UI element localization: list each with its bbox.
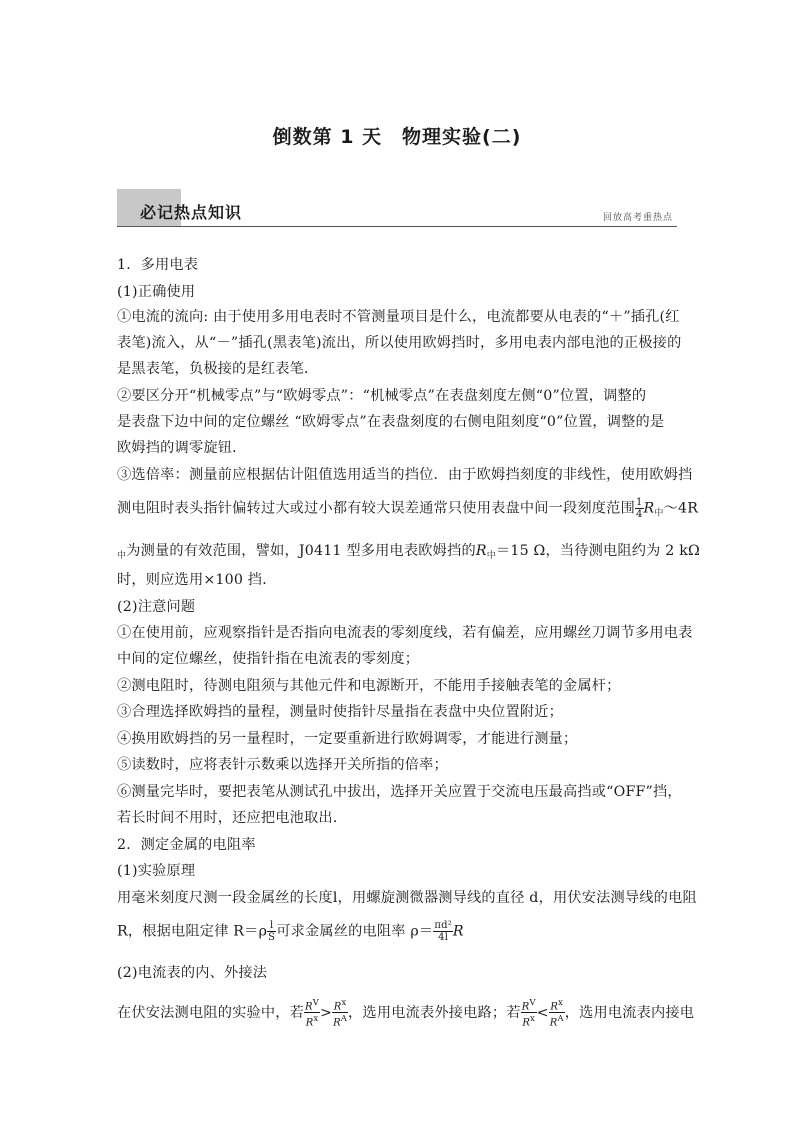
fraction-numerator: l: [267, 920, 276, 932]
text-run: ，选用电流表内接电: [564, 1004, 695, 1021]
symbol-r: R: [333, 1017, 341, 1029]
fraction: [635, 497, 644, 520]
fraction-denominator: 4: [635, 509, 643, 520]
subscript: 中: [486, 551, 496, 561]
fraction-numerator: [549, 997, 565, 1013]
text-line: 欧姆挡的调零旋钮．: [117, 440, 247, 456]
fraction-denominator: 4l: [438, 932, 449, 943]
fraction-denominator: S: [268, 932, 276, 943]
text-line: (2)注意问题: [117, 599, 196, 615]
text-line-resistivity: [117, 920, 464, 943]
text-line: 时，则应选用×100 挡．: [117, 572, 277, 588]
text-line: 是表盘下边中间的定位螺丝 “欧姆零点”在表盘刻度的右侧电阻刻度“0”位置，调整的是: [117, 414, 665, 430]
fraction-denominator: [549, 1013, 565, 1028]
fraction-denominator: [332, 1013, 348, 1028]
text-line: ⑤读数时，应将表针示数乘以选择开关所指的倍率；: [117, 757, 448, 773]
text-line: ②测电阻时，待测电阻须与其他元件和电源断开，不能用手接触表笔的金属杆；: [117, 678, 621, 694]
symbol-r: R: [521, 1001, 530, 1013]
text-line: ①电流的流向: 由于使用多用电表时不管测量项目是什么，电流都要从电表的“＋”插孔(红: [117, 309, 680, 325]
fraction: [521, 997, 537, 1029]
fraction: [304, 997, 320, 1029]
symbol-r: R: [549, 1017, 558, 1029]
fraction: [267, 920, 276, 943]
text-line: (1)实验原理: [117, 863, 196, 879]
fraction: [549, 997, 565, 1029]
subscript: 中: [117, 551, 127, 561]
superscript: A: [557, 1013, 564, 1024]
section-heading: 必记热点知识: [140, 203, 243, 222]
text-line: 2．测定金属的电阻率: [117, 837, 256, 853]
text-line-ohm-range: [117, 497, 698, 520]
fraction: [433, 920, 453, 943]
text-run: 为测量的有效范围，譬如，J0411 型多用电表欧姆挡的: [126, 543, 476, 559]
text-line: ④换用欧姆挡的另一量程时，一定要重新进行欧姆调零，才能进行测量；: [117, 731, 578, 747]
subscript: 中: [654, 508, 664, 519]
text-run: 可求金属丝的电阻率 ρ＝: [276, 923, 434, 940]
text-run: ～4R: [663, 500, 699, 517]
section-header: [117, 189, 677, 227]
fraction-numerator: [304, 997, 320, 1013]
fraction-numerator: [521, 997, 537, 1013]
section-aside: 回放高考重热点: [602, 213, 673, 223]
text-line: (2)电流表的内、外接法: [117, 965, 268, 981]
symbol-r: R: [522, 1017, 531, 1029]
text-line: (1)正确使用: [117, 284, 196, 300]
superscript: x: [313, 1013, 319, 1024]
symbol-r: R: [475, 543, 487, 559]
text-line: ①在使用前，应观察指针是否指向电流表的零刻度线，若有偏差，应用螺丝刀调节多用电表: [117, 625, 693, 641]
symbol-r: R: [333, 1001, 342, 1013]
text-line-connection: [117, 997, 694, 1029]
text-line: 表笔)流入，从“－”插孔(黑表笔)流出，所以使用欧姆挡时，多用电表内部电池的正极接的: [117, 335, 682, 351]
text-run: ，选用电流表外接电路；若: [348, 1004, 521, 1021]
symbol-r: R: [452, 923, 464, 940]
text-line: ③合理选择欧姆挡的量程，测量时使指针尽量指在表盘中央位置附近；: [117, 704, 564, 720]
superscript: A: [340, 1013, 348, 1024]
text-line: ③选倍率：测量前应根据估计阻值选用适当的挡位．由于欧姆挡刻度的非线性，使用欧姆挡: [117, 467, 693, 483]
text-line: 是黑表笔，负极接的是红表笔．: [117, 361, 319, 377]
comparison-sign: >: [320, 1004, 333, 1021]
text-line: 1．多用电表: [117, 257, 199, 273]
superscript: V: [312, 997, 319, 1007]
comparison-sign: <: [536, 1004, 549, 1021]
fraction-denominator: [304, 1013, 320, 1028]
text-line: 若长时间不用时，还应把电池取出．: [117, 810, 348, 826]
text-run: ＝15 Ω，当待测电阻约为 2 kΩ: [495, 543, 700, 559]
text-run: 测电阻时表头指针偏转过大或过小都有较大误差通常只使用表盘中间一段刻度范围: [117, 500, 635, 517]
text-run: R，根据电阻定律 R＝ρ: [117, 923, 268, 940]
text-line: 用毫米刻度尺测一段金属丝的长度l，用螺旋测微器测导线的直径 d，用伏安法测导线的电阻: [117, 890, 697, 906]
superscript: x: [341, 997, 347, 1007]
fraction-numerator: [332, 997, 348, 1013]
symbol-r: R: [305, 1017, 314, 1029]
page-title: 倒数第 1 天 物理实验(二): [272, 126, 522, 148]
fraction-numerator: 1: [635, 497, 643, 508]
text-line: ②要区分开“机械零点”与“欧姆零点”：“机械零点”在表盘刻度左侧“0”位置，调整的: [117, 388, 647, 404]
superscript: x: [530, 1013, 535, 1024]
text-line-example: [117, 540, 700, 561]
fraction: [332, 997, 348, 1029]
symbol-r: R: [643, 500, 655, 517]
superscript: x: [558, 997, 564, 1007]
symbol-r: R: [305, 1001, 313, 1013]
text-line: ⑥测量完毕时，要把表笔从测试孔中拔出，选择开关应置于交流电压最高挡或“OFF”挡，: [117, 784, 682, 800]
fraction-numerator: πd²: [434, 920, 452, 931]
fraction-denominator: [521, 1013, 537, 1028]
superscript: V: [529, 997, 536, 1007]
text-line: 中间的定位螺丝，使指针指在电流表的零刻度；: [117, 651, 420, 667]
symbol-r: R: [550, 1001, 559, 1013]
text-run: 在伏安法测电阻的实验中，若: [117, 1004, 305, 1021]
